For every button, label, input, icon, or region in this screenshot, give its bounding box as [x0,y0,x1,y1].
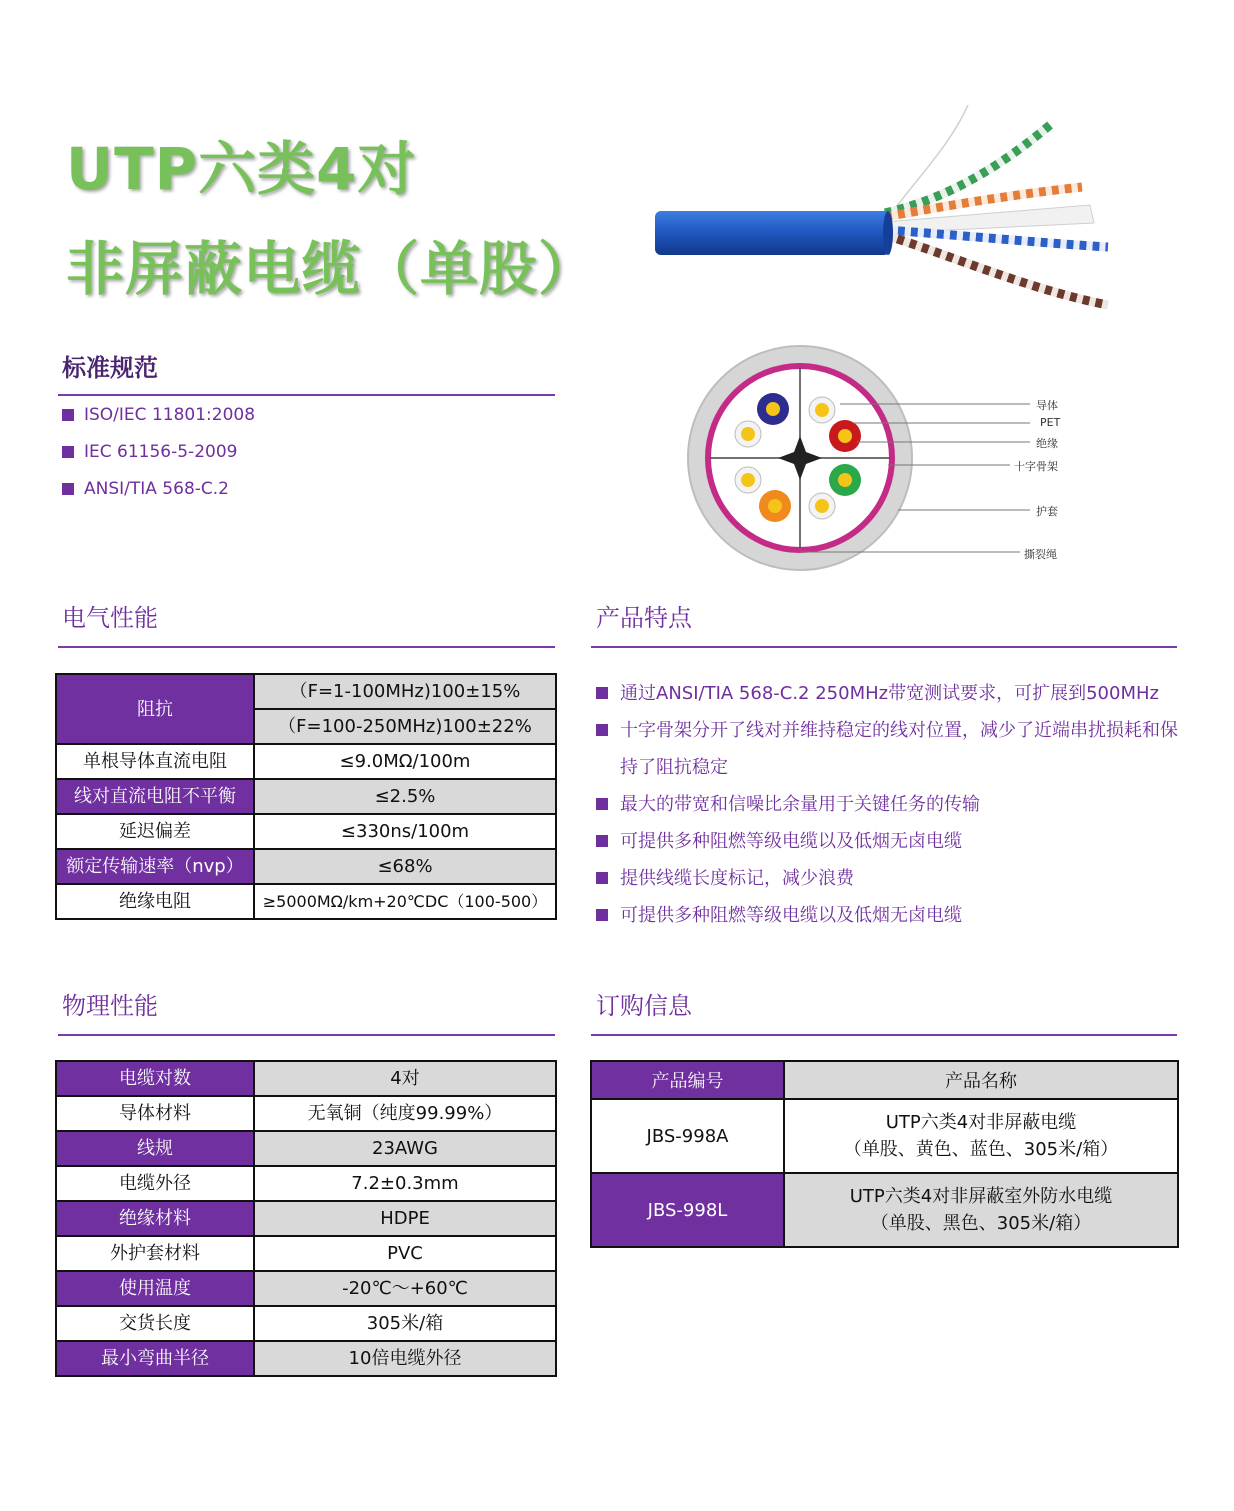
spec-label: 导体材料 [56,1096,254,1131]
table-row [56,1061,556,1096]
bullet-square-icon [596,909,608,921]
bullet-square-icon [62,483,74,495]
physical-heading: 物理性能 [62,992,158,1020]
spec-value: 无氧铜（纯度99.99%） [254,1096,556,1131]
spec-label: 绝缘电阻 [56,884,254,919]
spec-value: HDPE [254,1201,556,1236]
table-row [56,1236,556,1271]
spec-value: -20℃～+60℃ [254,1271,556,1306]
order-divider [591,1034,1177,1036]
table-row [56,1271,556,1306]
standard-item: ANSI/TIA 568-C.2 [62,476,255,513]
spec-value: ≤68% [254,849,556,884]
table-row [591,1061,1178,1099]
table-row [56,744,556,779]
electrical-divider [58,646,555,648]
spec-label: 电缆外径 [56,1166,254,1201]
spec-value: 305米/箱 [254,1306,556,1341]
spec-label: 外护套材料 [56,1236,254,1271]
order-heading: 订购信息 [596,992,692,1020]
bullet-square-icon [596,724,608,736]
table-row [591,1173,1178,1247]
bullet-square-icon [596,798,608,810]
spec-value: 7.2±0.3mm [254,1166,556,1201]
table-row [56,1201,556,1236]
standards-heading: 标准规范 [62,354,158,382]
spec-value: PVC [254,1236,556,1271]
diagram-label-pet: PET [1040,416,1061,429]
spec-label: 单根导体直流电阻 [56,744,254,779]
diagram-label-cross-filler: 十字骨架 [1014,460,1058,473]
bullet-square-icon [62,446,74,458]
physical-divider [58,1034,555,1036]
feature-item: 提供线缆长度标记，减少浪费 [596,860,1186,897]
impedance-label: 阻抗 [56,674,254,744]
spec-label: 绝缘材料 [56,1201,254,1236]
impedance-value: （F=1-100MHz)100±15% [254,674,556,709]
bullet-square-icon [596,872,608,884]
order-table [590,1060,1179,1248]
spec-value: 4对 [254,1061,556,1096]
feature-item: 最大的带宽和信噪比余量用于关键任务的传输 [596,786,1186,823]
spec-label: 使用温度 [56,1271,254,1306]
table-row [56,1096,556,1131]
table-row [56,1341,556,1376]
standard-item: IEC 61156-5-2009 [62,439,255,476]
spec-label: 额定传输速率（nvp） [56,849,254,884]
bullet-square-icon [62,409,74,421]
product-code: JBS-998L [591,1173,784,1247]
column-header-code: 产品编号 [591,1061,784,1099]
impedance-value: （F=100-250MHz)100±22% [254,709,556,744]
features-heading: 产品特点 [596,604,692,632]
feature-item: 十字骨架分开了线对并维持稳定的线对位置，减少了近端串扰损耗和保持了阻抗稳定 [596,712,1186,786]
title-line-2: 非屏蔽电缆（单股） [66,235,598,303]
spec-value: 23AWG [254,1131,556,1166]
table-row [56,884,556,919]
feature-item: 可提供多种阻燃等级电缆以及低烟无卤电缆 [596,823,1186,860]
spec-label: 线对直流电阻不平衡 [56,779,254,814]
spec-value: 10倍电缆外径 [254,1341,556,1376]
title-line-1: UTP六类4对 [66,135,417,203]
features-divider [591,646,1177,648]
spec-value: ≤9.0MΩ/100m [254,744,556,779]
diagram-label-ripcord: 撕裂绳 [1024,548,1057,561]
diagram-label-insulation: 绝缘 [1036,437,1058,450]
diagram-label-conductor: 导体 [1036,399,1058,412]
standard-item: ISO/IEC 11801:2008 [62,402,255,439]
product-code: JBS-998A [591,1099,784,1173]
spec-label: 延迟偏差 [56,814,254,849]
table-row [56,1306,556,1341]
diagram-label-jacket: 护套 [1036,505,1058,518]
column-header-name: 产品名称 [784,1061,1178,1099]
table-row [56,1131,556,1166]
physical-table [55,1060,557,1377]
product-name: UTP六类4对非屏蔽室外防水电缆 （单股、黑色、305米/箱） [784,1173,1178,1247]
spec-label: 线规 [56,1131,254,1166]
features-list [596,675,1186,934]
feature-item: 通过ANSI/TIA 568-C.2 250MHz带宽测试要求，可扩展到500MHz [596,675,1186,712]
table-row [591,1099,1178,1173]
spec-label: 电缆对数 [56,1061,254,1096]
table-row [56,814,556,849]
feature-item: 可提供多种阻燃等级电缆以及低烟无卤电缆 [596,897,1186,934]
table-row [56,779,556,814]
bullet-square-icon [596,687,608,699]
standards-list [62,402,255,513]
spec-value: ≥5000MΩ/km+20℃DC（100-500） [254,884,556,919]
table-row [56,674,556,709]
product-name: UTP六类4对非屏蔽电缆 （单股、黄色、蓝色、305米/箱） [784,1099,1178,1173]
electrical-heading: 电气性能 [62,604,158,632]
electrical-table [55,673,557,920]
spec-label: 交货长度 [56,1306,254,1341]
standards-divider [58,394,555,396]
table-row [56,1166,556,1201]
bullet-square-icon [596,835,608,847]
table-row [56,849,556,884]
spec-label: 最小弯曲半径 [56,1341,254,1376]
cable-photo [650,105,1120,320]
spec-value: ≤2.5% [254,779,556,814]
spec-value: ≤330ns/100m [254,814,556,849]
